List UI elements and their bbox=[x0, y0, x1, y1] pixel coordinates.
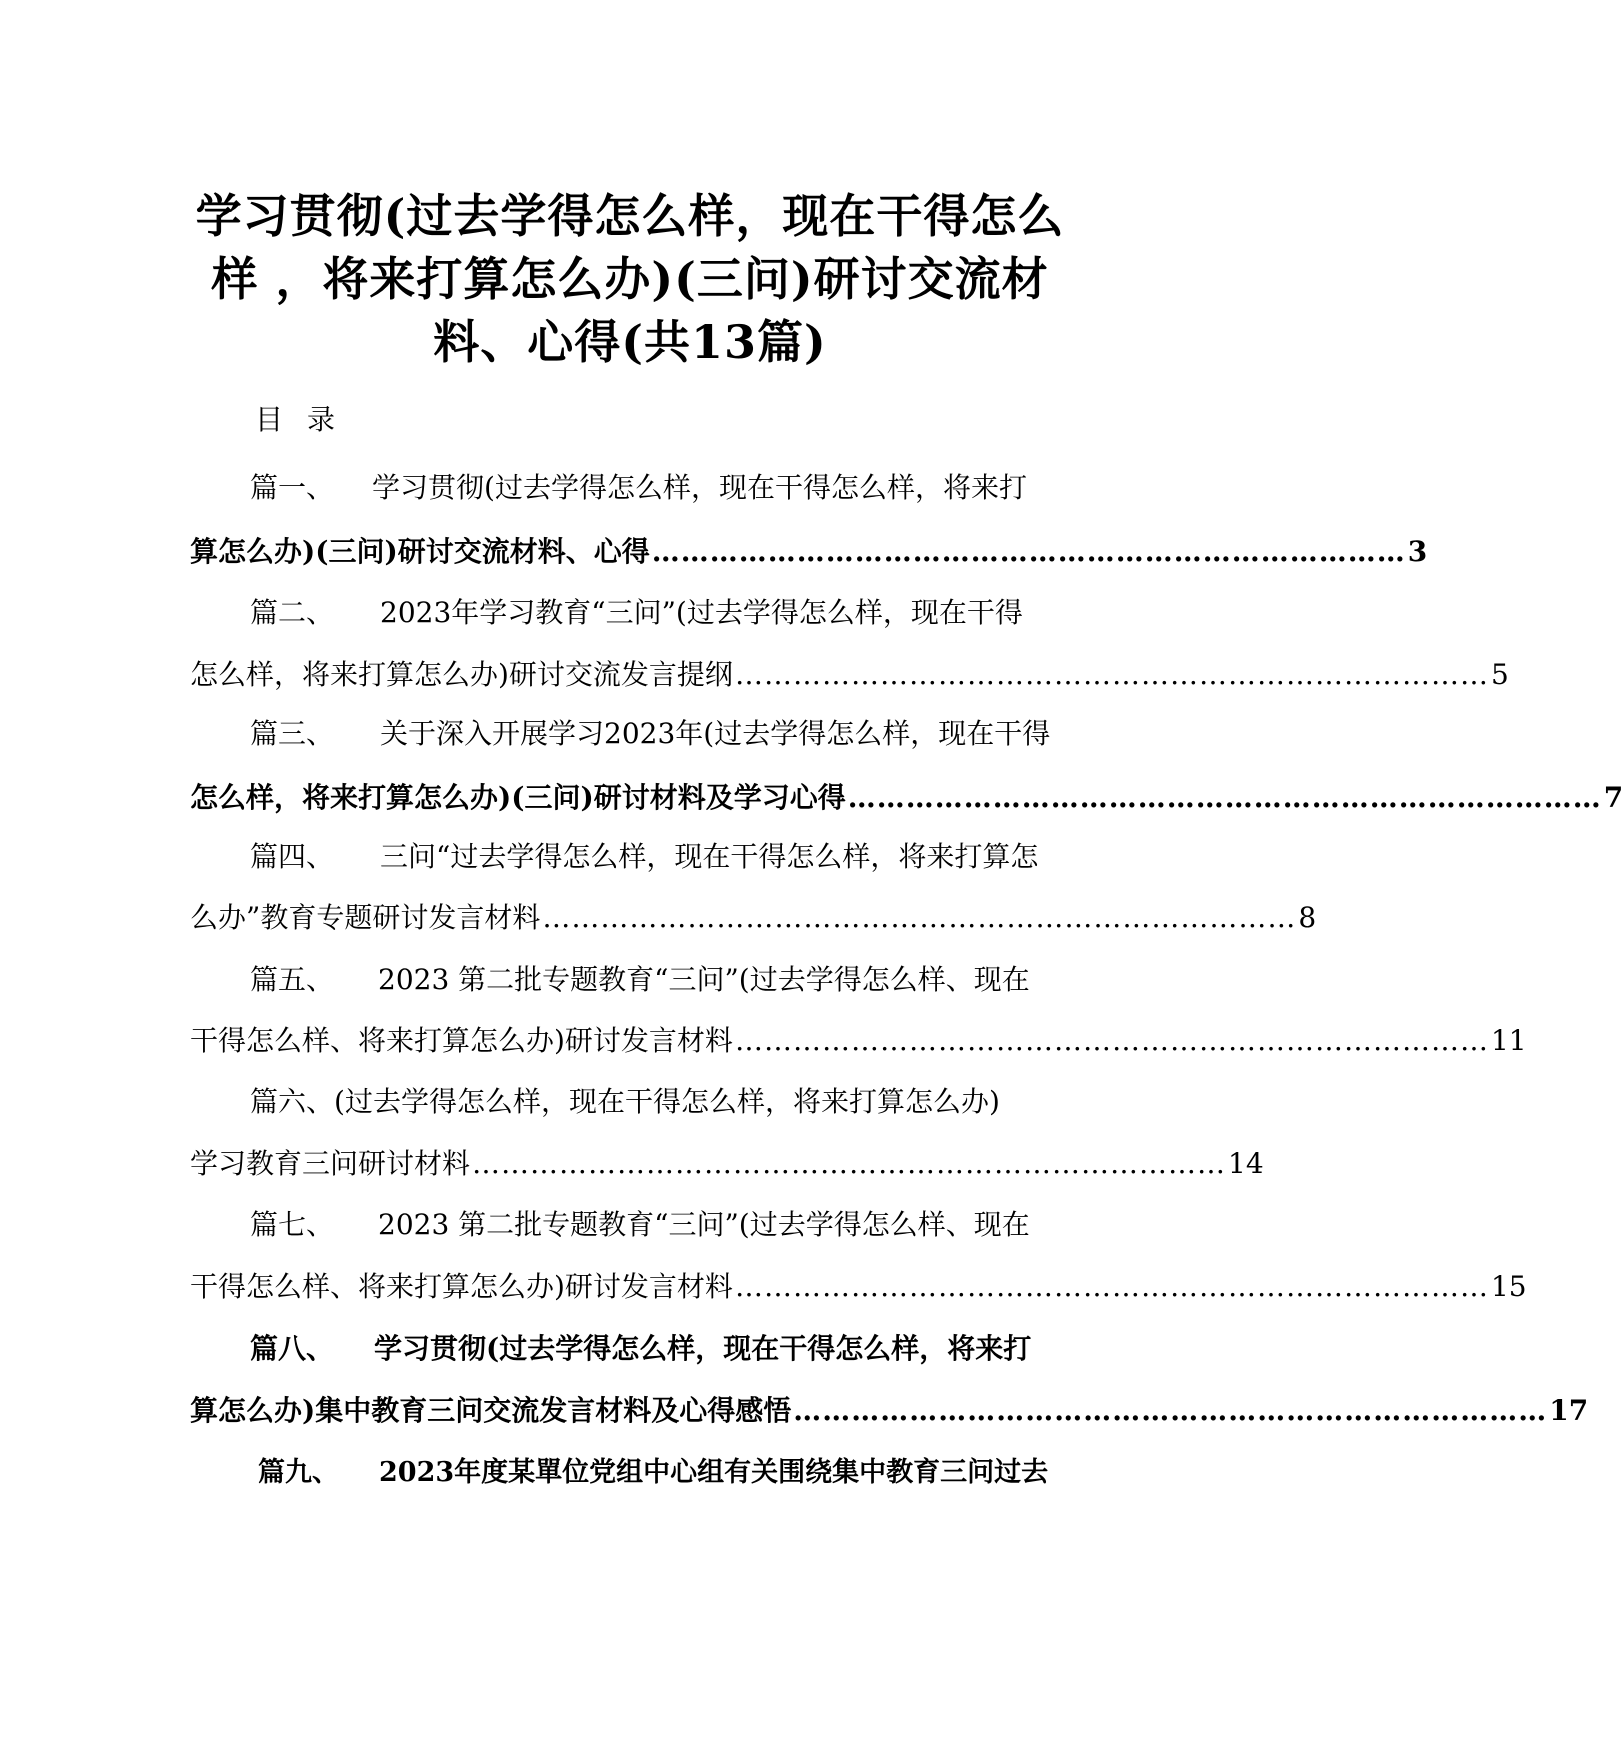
toc-entry-3-page: 7 bbox=[1603, 781, 1623, 814]
toc-entry-8-label: 篇八、 bbox=[250, 1332, 335, 1365]
toc-entry-5-leader: …………………………………………………………………… bbox=[734, 1024, 1489, 1057]
toc-entry-6-line1[interactable] bbox=[250, 1082, 1000, 1122]
toc-entry-5-line1[interactable] bbox=[250, 960, 1030, 1000]
toc-entry-8-page: 17 bbox=[1549, 1394, 1589, 1427]
toc-entry-3-title: 关于深入开展学习2023年(过去学得怎么样，现在干得 bbox=[380, 717, 1051, 750]
toc-entry-8-line1[interactable] bbox=[250, 1329, 1031, 1369]
toc-entry-4-title-cont: 么办”教育专题研讨发言材料 bbox=[190, 901, 541, 934]
toc-entry-4-label: 篇四、 bbox=[250, 840, 335, 873]
toc-entry-3-line1[interactable] bbox=[250, 714, 1050, 754]
toc-entry-2-line2[interactable] bbox=[190, 655, 1509, 695]
toc-entry-1-title-cont: 算怎么办)(三问)研讨交流材料、心得 bbox=[190, 535, 650, 568]
toc-entry-9-label: 篇九、 bbox=[258, 1457, 339, 1488]
toc-entry-7-label: 篇七、 bbox=[250, 1208, 335, 1241]
toc-entry-5-line2[interactable] bbox=[190, 1021, 1527, 1061]
toc-entry-7-line2[interactable] bbox=[190, 1267, 1527, 1307]
toc-entry-6-title-cont: 学习教育三问研讨材料 bbox=[190, 1147, 471, 1180]
toc-entry-4-page: 8 bbox=[1298, 901, 1317, 934]
toc-entry-8-line2[interactable] bbox=[190, 1391, 1589, 1431]
toc-entry-4-leader: …………………………………………………………………… bbox=[542, 901, 1297, 934]
toc-entry-7-leader: …………………………………………………………………… bbox=[734, 1270, 1489, 1303]
toc-entry-3-leader: …………………………………………………………………… bbox=[847, 781, 1602, 814]
toc-entry-1-title: 学习贯彻(过去学得怎么样，现在干得怎么样，将来打 bbox=[372, 471, 1027, 504]
toc-entry-9-line1[interactable] bbox=[258, 1453, 1048, 1493]
toc-entry-1-line2[interactable] bbox=[190, 532, 1428, 572]
toc-entry-4-title: 三问“过去学得怎么样，现在干得怎么样，将来打算怎 bbox=[380, 840, 1039, 873]
toc-entry-9-title: 2023年度某單位党组中心组有关围绕集中教育三问过去 bbox=[379, 1457, 1049, 1488]
toc-entry-6-line2[interactable] bbox=[190, 1144, 1264, 1184]
toc-entry-8-leader: …………………………………………………………………… bbox=[793, 1394, 1548, 1427]
toc-entry-7-title: 2023 第二批专题教育“三问”(过去学得怎么样、现在 bbox=[378, 1208, 1030, 1241]
toc-entry-3-title-cont: 怎么样，将来打算怎么办)(三问)研讨材料及学习心得 bbox=[190, 781, 846, 814]
toc-entry-8-title: 学习贯彻(过去学得怎么样，现在干得怎么样，将来打 bbox=[374, 1332, 1032, 1365]
toc-entry-7-title-cont: 干得怎么样、将来打算怎么办)研讨发言材料 bbox=[190, 1270, 733, 1303]
toc-entry-5-page: 11 bbox=[1490, 1024, 1527, 1057]
toc-entry-5-title-cont: 干得怎么样、将来打算怎么办)研讨发言材料 bbox=[190, 1024, 733, 1057]
toc-entry-5-title: 2023 第二批专题教育“三问”(过去学得怎么样、现在 bbox=[378, 963, 1030, 996]
toc-entry-4-line1[interactable] bbox=[250, 837, 1038, 877]
toc-entry-2-line1[interactable] bbox=[250, 593, 1023, 633]
toc-entry-1-label: 篇一、 bbox=[250, 471, 335, 504]
toc-entry-6-page: 14 bbox=[1228, 1147, 1264, 1180]
toc-entry-1-leader: …………………………………………………………………… bbox=[651, 535, 1406, 568]
toc-entry-8-title-cont: 算怎么办)集中教育三问交流发言材料及心得感悟 bbox=[190, 1394, 792, 1427]
toc-entry-6-title: (过去学得怎么样，现在干得怎么样，将来打算怎么办) bbox=[334, 1085, 1000, 1118]
document-title: 学习贯彻(过去学得怎么样，现在干得怎么样 ，将来打算怎么办)(三问)研讨交流材料、心得(共13篇) bbox=[195, 189, 1065, 369]
toc-entry-2-title: 2023年学习教育“三问”(过去学得怎么样，现在干得 bbox=[380, 596, 1023, 629]
toc-entry-1-page: 3 bbox=[1407, 535, 1428, 568]
toc-entry-7-page: 15 bbox=[1490, 1270, 1527, 1303]
toc-entry-4-line2[interactable] bbox=[190, 898, 1317, 938]
toc-entry-3-label: 篇三、 bbox=[250, 717, 335, 750]
toc-entry-2-page: 5 bbox=[1490, 658, 1509, 691]
toc-entry-2-title-cont: 怎么样，将来打算怎么办)研讨交流发言提纲 bbox=[190, 658, 733, 691]
toc-entry-6-label: 篇六、 bbox=[250, 1085, 335, 1118]
toc-entry-2-leader: …………………………………………………………………… bbox=[734, 658, 1489, 691]
toc-entry-1-line1[interactable] bbox=[250, 468, 1027, 508]
toc-entry-7-line1[interactable] bbox=[250, 1205, 1030, 1245]
toc-entry-5-label: 篇五、 bbox=[250, 963, 335, 996]
toc-entry-2-label: 篇二、 bbox=[250, 596, 335, 629]
toc-heading: 目录 bbox=[255, 403, 360, 436]
toc-entry-3-line2[interactable] bbox=[190, 778, 1623, 818]
toc-entry-6-leader: …………………………………………………………………… bbox=[472, 1147, 1227, 1180]
